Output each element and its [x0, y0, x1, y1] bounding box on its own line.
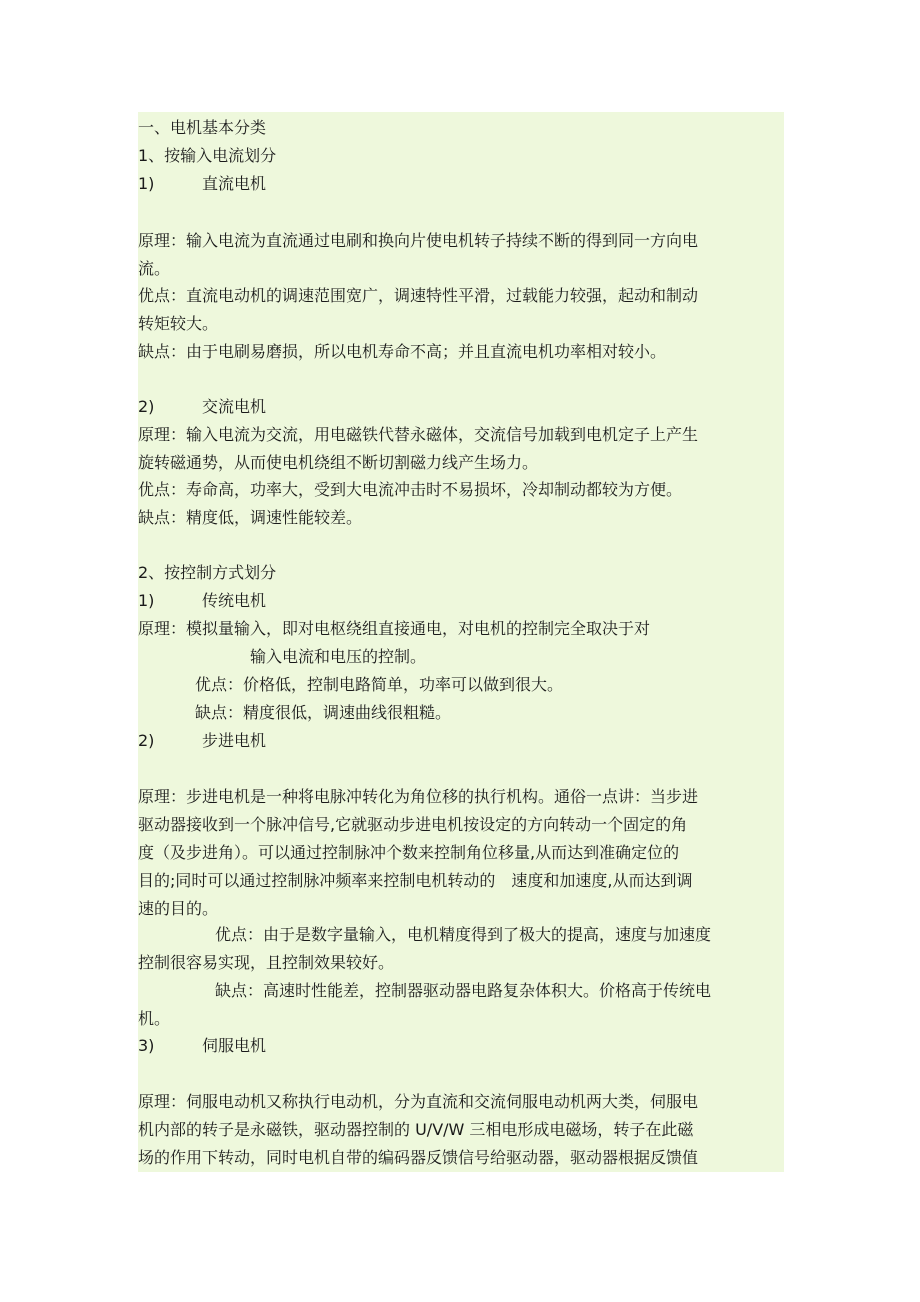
heading-by-control-method: 2、按控制方式划分	[138, 563, 277, 582]
paragraph-line: 输入电流和电压的控制。	[250, 647, 427, 666]
paragraph-line: 原理：输入电流为交流，用电磁铁代替永磁体，交流信号加载到电机定子上产生	[138, 425, 699, 444]
paragraph-line: 控制很容易实现，且控制效果较好。	[138, 953, 395, 972]
paragraph-line: 原理：步进电机是一种将电脉冲转化为角位移的执行机构。通俗一点讲：当步进	[138, 787, 699, 806]
paragraph-line: 优点：直流电动机的调速范围宽广，调速特性平滑，过载能力较强，起动和制动	[138, 286, 699, 305]
paragraph-line: 原理：模拟量输入，即对电枢绕组直接通电，对电机的控制完全取决于对	[138, 619, 651, 638]
paragraph-line: 原理：伺服电动机又称执行电动机，分为直流和交流伺服电动机两大类，伺服电	[138, 1092, 699, 1111]
paragraph-line: 旋转磁通势，从而使电机绕组不断切割磁力线产生场力。	[138, 453, 539, 472]
list-number: 2)	[138, 731, 155, 750]
subheading-traditional-motor	[138, 589, 266, 613]
subheading-label: 交流电机	[202, 397, 267, 416]
paragraph-line: 速的目的。	[138, 899, 219, 918]
subheading-label: 传统电机	[202, 591, 267, 610]
subheading-dc-motor	[138, 172, 266, 196]
paragraph-line: 优点：寿命高，功率大，受到大电流冲击时不易损坏，冷却制动都较为方便。	[138, 480, 683, 499]
list-number: 1)	[138, 174, 155, 193]
heading-by-input-current: 1、按输入电流划分	[138, 146, 277, 165]
paragraph-line: 流。	[138, 259, 171, 278]
paragraph-line: 原理：输入电流为直流通过电刷和换向片使电机转子持续不断的得到同一方向电	[138, 231, 699, 250]
paragraph-line: 缺点：由于电刷易磨损，所以电机寿命不高；并且直流电机功率相对较小。	[138, 342, 667, 361]
subheading-label: 步进电机	[202, 731, 267, 750]
paragraph-line: 优点：由于是数字量输入，电机精度得到了极大的提高，速度与加速度	[215, 925, 712, 944]
paragraph-line: 缺点：高速时性能差，控制器驱动器电路复杂体积大。价格高于传统电	[215, 981, 712, 1000]
document-body	[138, 112, 784, 1172]
paragraph-line: 优点：价格低，控制电路简单，功率可以做到很大。	[195, 675, 564, 694]
list-number: 3)	[138, 1036, 155, 1055]
subheading-servo-motor	[138, 1034, 266, 1058]
paragraph-line: 机内部的转子是永磁铁，驱动器控制的 U/V/W 三相电形成电磁场，转子在此磁	[138, 1120, 694, 1139]
heading-motor-classification: 一、电机基本分类	[138, 118, 267, 137]
paragraph-line: 机。	[138, 1009, 171, 1028]
paragraph-line: 缺点：精度低，调速性能较差。	[138, 508, 363, 527]
subheading-label: 伺服电机	[202, 1036, 267, 1055]
paragraph-line: 场的作用下转动，同时电机自带的编码器反馈信号给驱动器，驱动器根据反馈值	[138, 1148, 699, 1167]
list-number: 1)	[138, 591, 155, 610]
paragraph-line: 转矩较大。	[138, 314, 219, 333]
paragraph-line: 目的;同时可以通过控制脉冲频率来控制电机转动的 速度和加速度,从而达到调	[138, 871, 693, 890]
subheading-label: 直流电机	[202, 174, 267, 193]
list-number: 2)	[138, 397, 155, 416]
subheading-stepper-motor	[138, 729, 266, 753]
paragraph-line: 驱动器接收到一个脉冲信号,它就驱动步进电机按设定的方向转动一个固定的角	[138, 815, 688, 834]
paragraph-line: 缺点：精度很低，调速曲线很粗糙。	[195, 703, 452, 722]
subheading-ac-motor	[138, 395, 266, 419]
paragraph-line: 度（及步进角）。可以通过控制脉冲个数来控制角位移量,从而达到准确定位的	[138, 843, 680, 862]
